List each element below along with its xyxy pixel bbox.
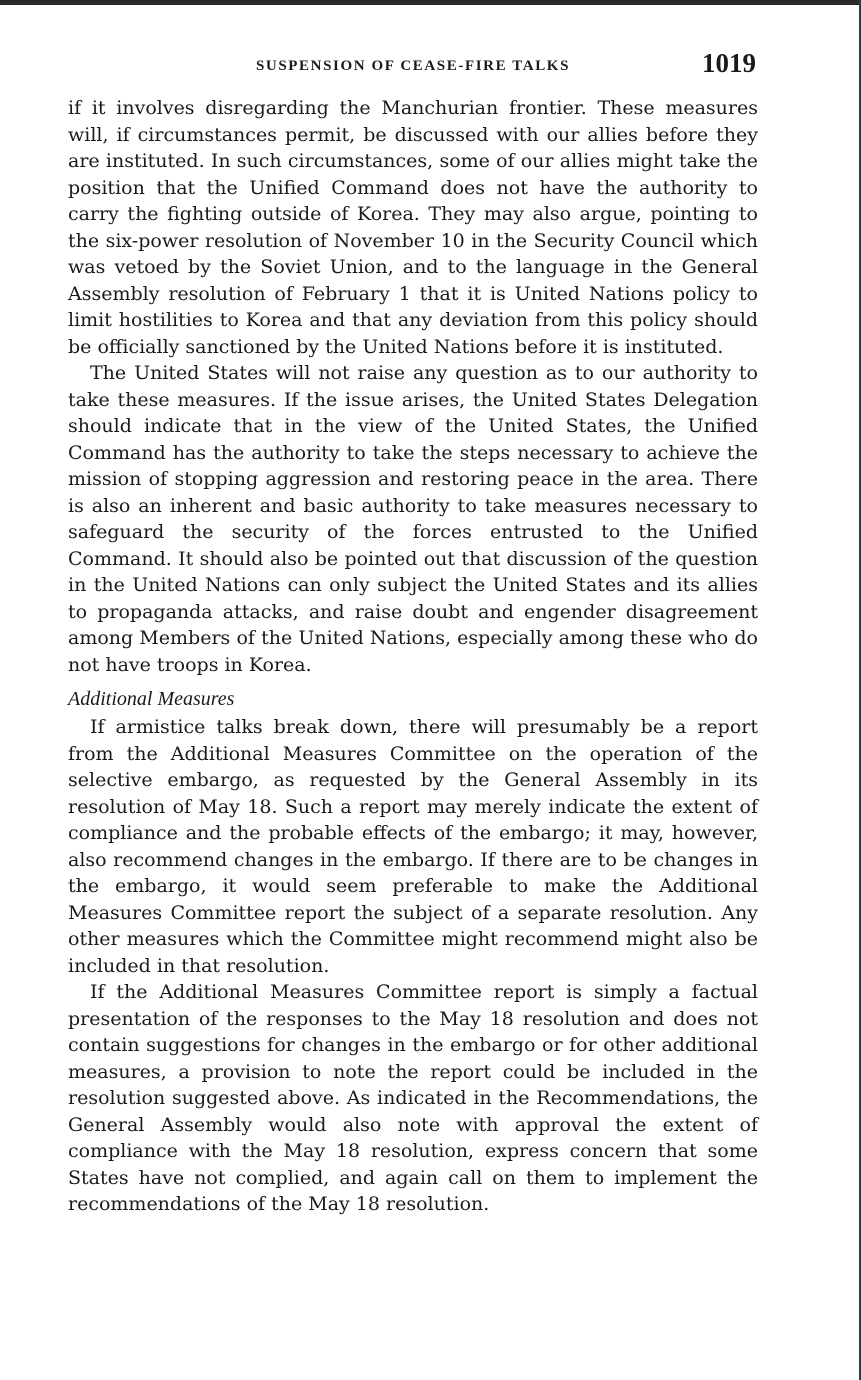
paragraph-continuation: if it involves disregarding the Manchurian frontier. These measures will, if circumstances permit, be discussed with our allies before they are instituted. In such circumstances, some of our allies might take the position that the Unified Command does not have the authority to carry the fighting outside of Korea. They may also argue, pointing to the six-power resolution of November 10 in the Security Council which was vetoed by the Soviet Union, and to the language in the General Assembly resolution of February 1 that it is United Nations policy to limit hostilities to Korea and that any deviation from this policy should be officially sanctioned by the United Nations before it is instituted.: [68, 97, 758, 358]
section-heading-additional-measures: Additional Measures: [68, 688, 235, 710]
paragraph-armistice: If armistice talks break down, there will presumably be a report from the Additional Measures Committee on the operation of the selective embargo, as requested by the General Assembly in its resolution of May 18. Such a report may merely indicate the extent of compliance and the probable effects of the embargo; it may, however, also recommend changes in the embargo. If there are to be changes in the embargo, it would seem preferable to make the Additional Measures Committee report the subject of a separate resolution. Any other measures which the Committee might recommend might also be included in that resolution.: [68, 716, 758, 977]
paragraph-committee-report: If the Additional Measures Committee report is simply a factual presentation of the responses to the May 18 resolution and does not contain suggestions for changes in the embargo or for other additional measures, a provision to note the report could be included in the resolution suggested above. As indicated in the Recommendations, the General Assembly would also note with approval the extent of compliance with the May 18 resolution, express concern that some States have not complied, and again call on them to implement the recommendations of the May 18 resolution.: [68, 981, 758, 1215]
running-head: [68, 48, 758, 82]
paragraph-authority: The United States will not raise any question as to our authority to take these measures. If the issue arises, the United States Delegation should indicate that in the view of the United States, the Unified Command has the authority to take the steps necessary to achieve the mission of stopping aggression and restoring peace in the area. There is also an inherent and basic authority to take measures necessary to safeguard the security of the forces entrusted to the Unified Command. It should also be pointed out that discussion of the question in the United Nations can only subject the United States and its allies to propaganda attacks, and raise doubt and engender disagreement among Members of the United Nations, especially among these who do not have troops in Korea.: [68, 362, 758, 676]
scan-edge-top: [0, 0, 861, 5]
body-text: [68, 95, 758, 1218]
running-title: SUSPENSION OF CEASE-FIRE TALKS: [255, 58, 571, 74]
page-number: 1019: [702, 48, 756, 78]
